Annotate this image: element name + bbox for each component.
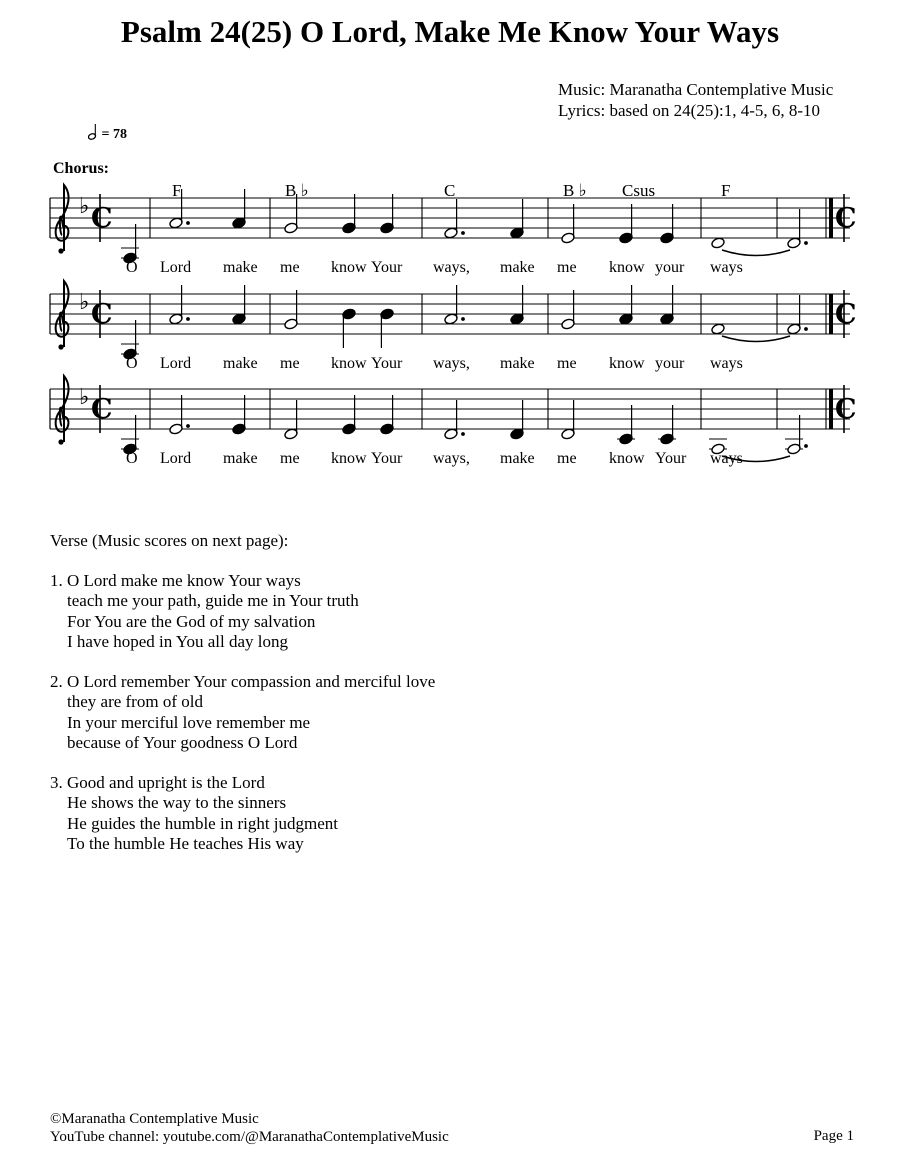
augmentation-dot [461,231,465,235]
augmentation-dot [804,444,808,448]
verse-line: I have hoped in You all day long [67,631,288,651]
lyric-syllable: me [557,450,577,467]
lyric-syllable: me [280,259,300,276]
verse-line: He shows the way to the sinners [67,793,287,813]
augmentation-dot [804,327,808,331]
copyright-text: ©Maranatha Contemplative Music [50,1111,259,1127]
lyric-syllable: ways, [433,450,470,467]
verse-line: 2. O Lord remember Your compassion and merciful love [50,672,436,691]
cut-time-icon: C [835,203,857,234]
lyric-syllable: make [500,259,535,276]
tie-arc [722,250,790,256]
lyric-syllable: know [331,355,367,372]
lyric-syllable: Your [371,259,403,276]
treble-clef-icon [56,376,69,445]
verse-2 [50,672,435,753]
verse-line: they are from of old [67,692,203,712]
note-head [711,323,726,335]
lyric-syllable: Lord [160,355,192,372]
lyric-syllable: make [223,259,258,276]
augmentation-dot [461,317,465,321]
lyric-syllable: me [280,355,300,372]
verse-line: 1. O Lord make me know Your ways [50,571,301,590]
treble-clef-icon [56,185,69,254]
lyric-syllable: me [557,355,577,372]
footer [50,1110,449,1146]
lyric-syllable: O [126,355,138,372]
chorus-label: Chorus: [53,160,110,177]
chord-symbol: F [721,181,731,200]
chord-symbol: F [172,181,182,200]
cut-time-icon: C [91,394,113,425]
lyric-syllable: Your [371,355,403,372]
lyric-syllable: ways, [433,355,470,372]
lyric-syllable: me [557,259,577,276]
verse-3 [50,773,338,854]
note-head [711,237,726,249]
verse-line: teach me your path, guide me in Your truth [67,591,359,611]
cut-time-icon: C [835,394,857,425]
lyric-syllable: know [331,259,367,276]
augmentation-dot [461,432,465,436]
verse-heading: Verse (Music scores on next page): [50,531,289,550]
lyric-syllable: Lord [160,259,192,276]
page-number: Page 1 [813,1128,854,1144]
verse-line: For You are the God of my salvation [67,611,316,631]
chord-symbol: B ♭ [285,181,309,200]
lyric-syllable: make [500,450,535,467]
lyric-syllable: make [223,355,258,372]
youtube-link[interactable]: YouTube channel: youtube.com/@MaranathaContemplativeMusic [50,1129,449,1145]
cut-time-icon: C [91,203,113,234]
flat-sign-icon: ♭ [79,385,90,410]
lyric-syllable: ways, [433,259,470,276]
tie-arc [722,336,790,342]
lyric-syllable: O [126,259,138,276]
lyric-syllable: make [500,355,535,372]
treble-clef-icon [56,281,69,350]
lyric-syllable: O [126,450,138,467]
verse-1 [50,571,359,652]
lyric-syllable: Your [371,450,403,467]
song-title: Psalm 24(25) O Lord, Make Me Know Your Ways [120,14,780,49]
lyric-syllable: your [655,259,685,276]
chord-symbol: Csus [622,181,656,200]
lyric-syllable: ways [710,355,743,372]
lyric-syllable: ways [710,259,743,276]
lyric-syllable: Your [655,450,687,467]
verse-line: because of Your goodness O Lord [67,732,298,752]
lyric-syllable: know [609,450,645,467]
music-credit: Music: Maranatha Contemplative Music [558,80,834,99]
verse-line: He guides the humble in right judgment [67,813,339,833]
flat-sign-icon: ♭ [79,194,90,219]
augmentation-dot [186,317,190,321]
lyrics-credit: Lyrics: based on 24(25):1, 4-5, 6, 8-10 [558,101,821,120]
chord-symbol: C [444,181,456,200]
augmentation-dot [804,241,808,245]
lyric-syllable: know [609,259,645,276]
lyric-syllable: know [331,450,367,467]
verse-line: To the humble He teaches His way [67,833,304,853]
lyric-syllable: know [609,355,645,372]
augmentation-dot [186,424,190,428]
lyric-syllable: me [280,450,300,467]
lyric-syllable: Lord [160,450,192,467]
verse-line: 3. Good and upright is the Lord [50,773,265,792]
lyric-syllable: ways [710,450,743,467]
lyric-syllable: your [655,355,685,372]
tempo-value: = 78 [101,127,127,142]
lyric-syllable: make [223,450,258,467]
cut-time-icon: C [835,299,857,330]
augmentation-dot [186,221,190,225]
chord-symbol: B ♭ [563,181,587,200]
flat-sign-icon: ♭ [79,290,90,315]
verse-line: In your merciful love remember me [67,712,311,732]
cut-time-icon: C [91,299,113,330]
